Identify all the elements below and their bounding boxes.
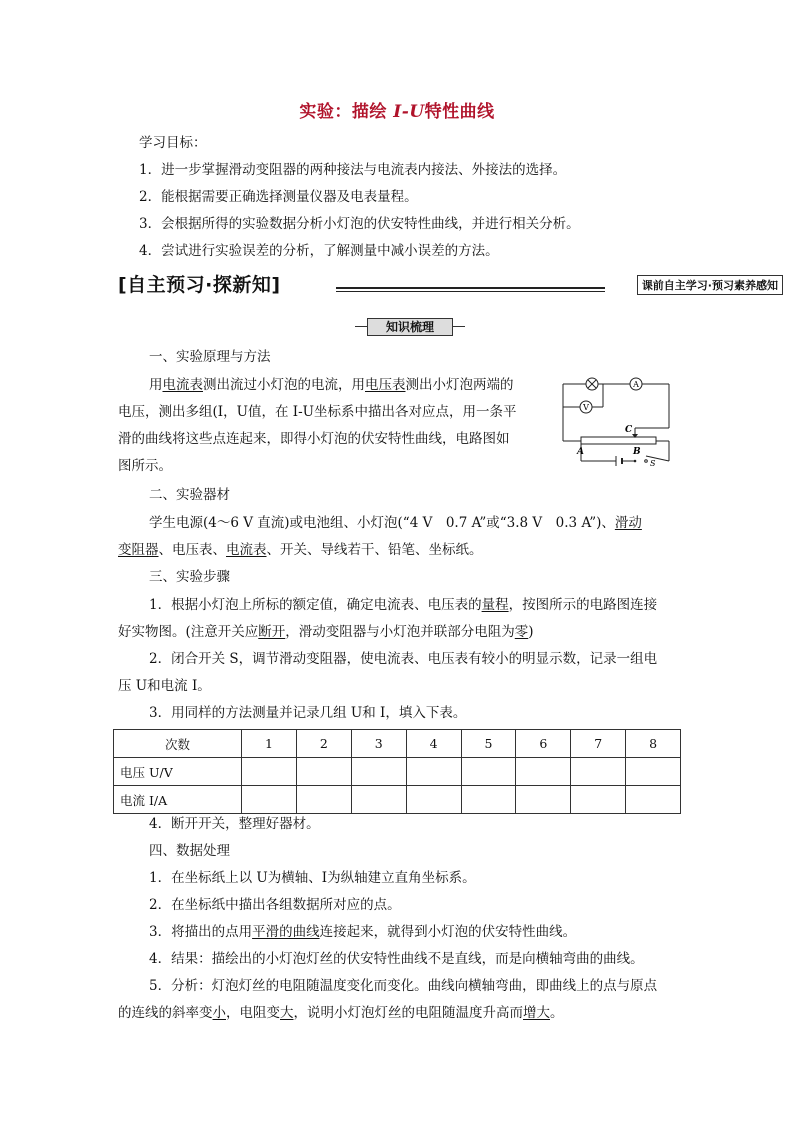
table-cell (296, 786, 351, 814)
table-row (114, 786, 681, 814)
table-cell (626, 786, 681, 814)
processing-line: 1．在坐标纸上以 U为横轴、I为纵轴建立直角坐标系。 (149, 870, 476, 886)
section-title: [自主预习·探新知] (118, 274, 281, 296)
table-row (114, 758, 681, 786)
principle-heading: 一、实验原理与方法 (149, 349, 271, 365)
step-line: 2．闭合开关 S，调节滑动变阻器，使电流表、电压表有较小的明显示数，记录一组电 (149, 651, 658, 667)
objective-item: 2．能根据需要正确选择测量仪器及电表量程。 (139, 189, 418, 205)
svg-text:S: S (650, 459, 656, 468)
step-line: 1．根据小灯泡上所标的额定值，确定电流表、电压表的量程，按图所示的电路图连接 (149, 597, 658, 613)
table-header-cell: 7 (571, 730, 626, 758)
table-cell (516, 758, 571, 786)
equipment-line: 变阻器、电压表、电流表、开关、导线若干、铅笔、坐标纸。 (118, 542, 483, 558)
section-header (118, 272, 783, 296)
table-header-cell: 2 (296, 730, 351, 758)
principle-line: 电压，测出多组(I，U值，在 I-U坐标系中描出各对应点，用一条平 (118, 404, 517, 420)
rheostat-icon (581, 437, 656, 444)
voltmeter-icon (580, 401, 592, 413)
objective-item: 1．进一步掌握滑动变阻器的两种接法与电流表内接法、外接法的选择。 (139, 162, 567, 178)
table-row-label: 电流 I/A (114, 786, 242, 814)
section-badge: 课前自主学习·预习素养感知 (637, 275, 783, 295)
table-cell (351, 786, 406, 814)
svg-text:C: C (625, 425, 633, 435)
principle-line: 用电流表测出流过小灯泡的电流，用电压表测出小灯泡两端的 (149, 377, 514, 393)
table-cell (406, 758, 461, 786)
svg-text:A: A (577, 447, 584, 457)
objective-item: 4．尝试进行实验误差的分析，了解测量中减小误差的方法。 (139, 243, 499, 259)
page-title: 实验：描绘 I-U特性曲线 (299, 102, 495, 122)
table-cell (242, 758, 297, 786)
switch-icon (634, 460, 648, 463)
data-table (113, 729, 681, 814)
step-line: 3．用同样的方法测量并记录几组 U和 I，填入下表。 (149, 705, 467, 721)
table-cell (571, 758, 626, 786)
step-line: 压 U和电流 I。 (118, 678, 211, 694)
battery-icon (616, 456, 622, 466)
step-line: 好实物图。(注意开关应断开，滑动变阻器与小灯泡并联部分电阻为零) (118, 624, 534, 640)
processing-line: 4．结果：描绘出的小灯泡灯丝的伏安特性曲线不是直线，而是向横轴弯曲的曲线。 (149, 951, 644, 967)
processing-line: 2．在坐标纸中描出各组数据所对应的点。 (149, 897, 401, 913)
processing-line: 5．分析：灯泡灯丝的电阻随温度变化而变化。曲线向横轴弯曲，即曲线上的点与原点 (149, 978, 658, 994)
processing-line: 3．将描出的点用平滑的曲线连接起来，就得到小灯泡的伏安特性曲线。 (149, 924, 577, 940)
lamp-icon (586, 378, 598, 390)
table-row-label: 电压 U/V (114, 758, 242, 786)
table-cell (626, 758, 681, 786)
table-header-cell: 6 (516, 730, 571, 758)
processing-heading: 四、数据处理 (149, 843, 230, 859)
table-cell (406, 786, 461, 814)
table-cell (351, 758, 406, 786)
table-cell (516, 786, 571, 814)
equipment-line: 学生电源(4～6 V 直流)或电池组、小灯泡(“4 V 0.7 A”或“3.8 V 0.3 A”)、滑动 (149, 515, 642, 531)
principle-line: 图所示。 (118, 458, 172, 474)
table-header-cell: 8 (626, 730, 681, 758)
table-cell (461, 786, 516, 814)
knowledge-label: 知识梳理 (355, 318, 465, 338)
circuit-diagram (553, 372, 683, 468)
objectives-heading: 学习目标： (139, 135, 207, 151)
svg-text:A: A (633, 380, 639, 389)
table-header-cell: 次数 (114, 730, 242, 758)
step-line: 4．断开开关，整理好器材。 (149, 816, 320, 832)
steps-heading: 三、实验步骤 (149, 569, 230, 585)
processing-line: 的连线的斜率变小，电阻变大，说明小灯泡灯丝的电阻随温度升高而增大。 (118, 1005, 564, 1021)
table-cell (461, 758, 516, 786)
table-cell (296, 758, 351, 786)
table-cell (242, 786, 297, 814)
table-header-row (114, 730, 681, 758)
svg-text:B: B (633, 447, 641, 457)
table-cell (571, 786, 626, 814)
table-header-cell: 5 (461, 730, 516, 758)
ammeter-icon (630, 378, 642, 390)
equipment-heading: 二、实验器材 (149, 487, 230, 503)
svg-text:V: V (583, 403, 589, 412)
section-rule (336, 287, 605, 292)
table-header-cell: 4 (406, 730, 461, 758)
table-header-cell: 3 (351, 730, 406, 758)
objective-item: 3．会根据所得的实验数据分析小灯泡的伏安特性曲线，并进行相关分析。 (139, 216, 580, 232)
principle-line: 滑的曲线将这些点连起来，即得小灯泡的伏安特性曲线，电路图如 (118, 431, 510, 447)
table-header-cell: 1 (242, 730, 297, 758)
